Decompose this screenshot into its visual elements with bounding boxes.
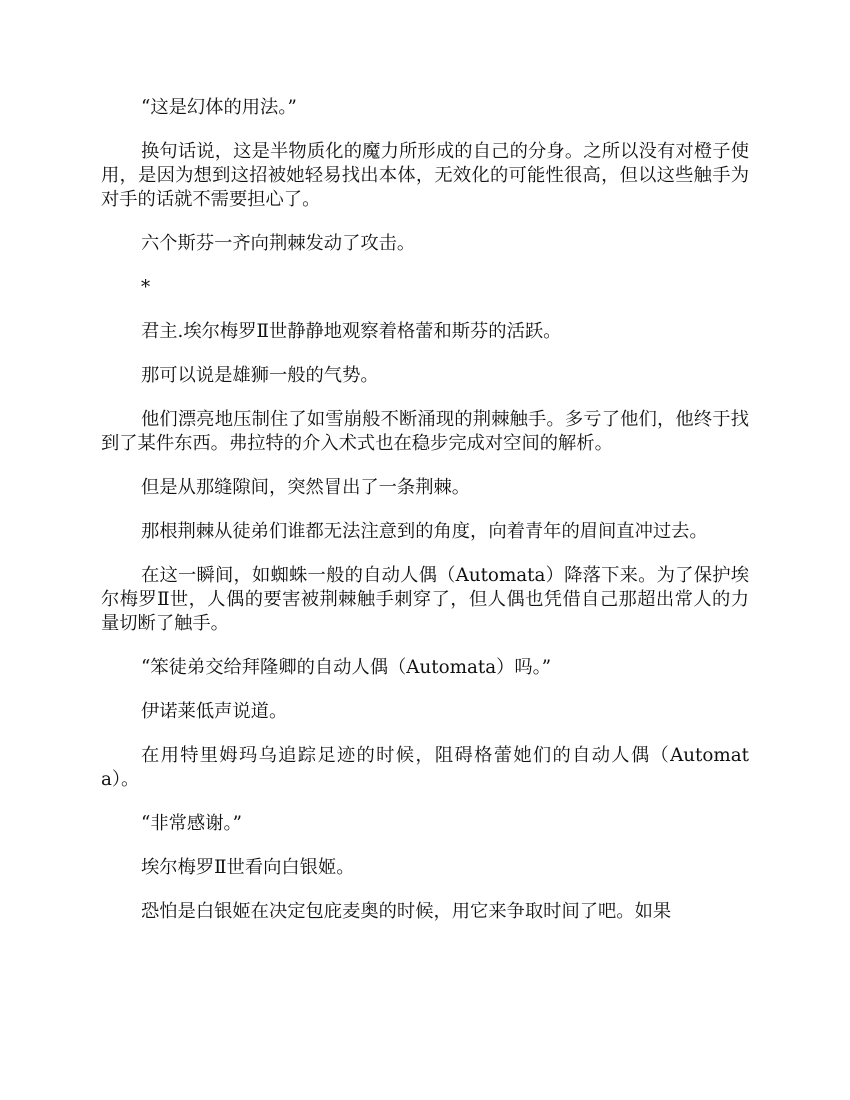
paragraph: 但是从那缝隙间，突然冒出了一条荆棘。 — [141, 477, 471, 498]
document-body — [101, 96, 749, 924]
paragraph: 他们漂亮地压制住了如雪崩般不断涌现的荆棘触手。多亏了他们，他终于找到了某件东西。弗拉特的介入术式也在稳步完成对空间的解析。 — [101, 409, 749, 454]
paragraph: “笨徒弟交给拜隆卿的自动人偶（Automata）吗。” — [141, 657, 552, 678]
paragraph: 换句话说，这是半物质化的魔力所形成的自己的分身。之所以没有对橙子使用，是因为想到这招被她轻易找出本体，无效化的可能性很高，但以这些触手为对手的话就不需要担心了。 — [101, 141, 749, 210]
paragraph: “这是幻体的用法。” — [141, 97, 297, 118]
scene-break: * — [141, 277, 151, 298]
paragraph: “非常感谢。” — [141, 813, 242, 834]
paragraph: 君主.埃尔梅罗Ⅱ世静静地观察着格蕾和斯芬的活跃。 — [141, 321, 562, 342]
paragraph: 恐怕是白银姬在决定包庇麦奥的时候，用它来争取时间了吧。如果 — [141, 901, 672, 922]
paragraph: 在这一瞬间，如蜘蛛一般的自动人偶（Automata）降落下来。为了保护埃尔梅罗Ⅱ世，人偶的要害被荆棘触手刺穿了，但人偶也凭借自己那超出常人的力量切断了触手。 — [101, 565, 749, 634]
paragraph: 那根荆棘从徒弟们谁都无法注意到的角度，向着青年的眉间直冲过去。 — [141, 521, 708, 542]
paragraph: 在用特里姆玛乌追踪足迹的时候，阻碍格蕾她们的自动人偶（Automata）。 — [101, 745, 749, 790]
paragraph: 那可以说是雄狮一般的气势。 — [141, 365, 379, 386]
paragraph: 埃尔梅罗Ⅱ世看向白银姬。 — [141, 857, 355, 878]
paragraph: 伊诺莱低声说道。 — [141, 701, 288, 722]
paragraph: 六个斯芬一齐向荆棘发动了攻击。 — [141, 233, 416, 254]
